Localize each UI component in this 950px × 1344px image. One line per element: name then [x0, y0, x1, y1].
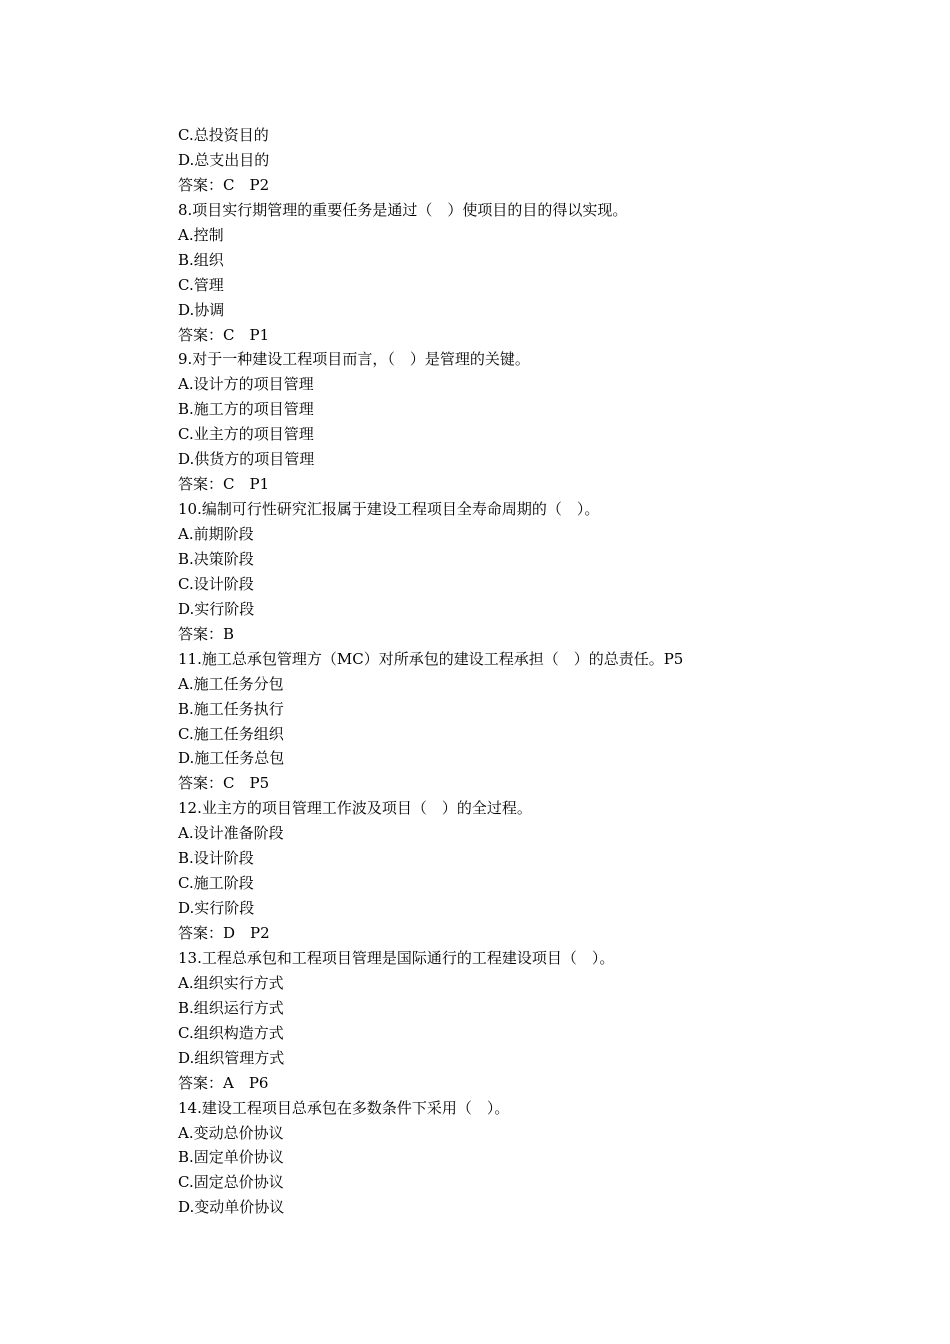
answer-line: 答案：C P5 — [178, 774, 270, 793]
question-line: 12.业主方的项目管理工作波及项目（ ）的全过程。 — [178, 799, 532, 818]
option-line: C.组织构造方式 — [178, 1023, 284, 1042]
question-line: 10.编制可行性研究汇报属于建设工程项目全寿命周期的（ ）。 — [178, 500, 600, 519]
option-line: B.组织 — [178, 250, 224, 269]
question-line: 13.工程总承包和工程项目管理是国际通行的工程建设项目（ ）。 — [178, 948, 615, 967]
answer-line: 答案：A P6 — [178, 1073, 269, 1092]
option-line: C.施工任务组织 — [178, 724, 284, 743]
answer-line: 答案：C P1 — [178, 325, 270, 344]
question-line: 14.建设工程项目总承包在多数条件下采用（ ）。 — [178, 1098, 510, 1117]
option-line: A.设计方的项目管理 — [178, 375, 314, 394]
option-line: C.总投资目的 — [178, 126, 269, 144]
option-line: A.前期阶段 — [178, 525, 254, 543]
option-line: D.变动单价协议 — [178, 1198, 285, 1217]
option-line: D.供货方的项目管理 — [178, 450, 315, 469]
answer-line: 答案：C P2 — [178, 175, 270, 194]
option-line: C.业主方的项目管理 — [178, 425, 314, 444]
question-line: 11.施工总承包管理方（MC）对所承包的建设工程承担（ ）的总责任。P5 — [178, 649, 684, 668]
option-line: A.设计准备阶段 — [178, 824, 284, 843]
option-line: A.组织实行方式 — [178, 973, 284, 992]
option-line: D.施工任务总包 — [178, 749, 285, 768]
option-line: D.实行阶段 — [178, 899, 255, 918]
option-line: A.控制 — [178, 225, 224, 244]
option-line: C.设计阶段 — [178, 574, 254, 593]
option-line: C.固定总价协议 — [178, 1173, 284, 1192]
option-line: D.实行阶段 — [178, 599, 255, 618]
option-line: A.变动总价协议 — [178, 1123, 284, 1142]
answer-line: 答案：B — [178, 624, 235, 643]
option-line: D.协调 — [178, 300, 225, 319]
question-line: 9.对于一种建设工程项目而言，（ ）是管理的关键。 — [178, 350, 530, 369]
answer-line: 答案：C P1 — [178, 475, 270, 494]
option-line: D.总支出目的 — [178, 150, 270, 169]
option-line: C.施工阶段 — [178, 874, 254, 893]
option-line: D.组织管理方式 — [178, 1048, 285, 1067]
option-line: B.设计阶段 — [178, 849, 254, 868]
option-line: B.施工任务执行 — [178, 699, 284, 718]
option-line: A.施工任务分包 — [178, 674, 284, 693]
question-line: 8.项目实行期管理的重要任务是通过（ ）使项目的目的得以实现。 — [178, 200, 628, 219]
option-line: B.施工方的项目管理 — [178, 400, 314, 419]
document-page — [178, 123, 878, 1220]
option-line: B.组织运行方式 — [178, 998, 284, 1017]
option-line: B.决策阶段 — [178, 549, 254, 568]
answer-line: 答案：D P2 — [178, 924, 270, 942]
option-line: B.固定单价协议 — [178, 1148, 284, 1167]
option-line: C.管理 — [178, 275, 224, 294]
